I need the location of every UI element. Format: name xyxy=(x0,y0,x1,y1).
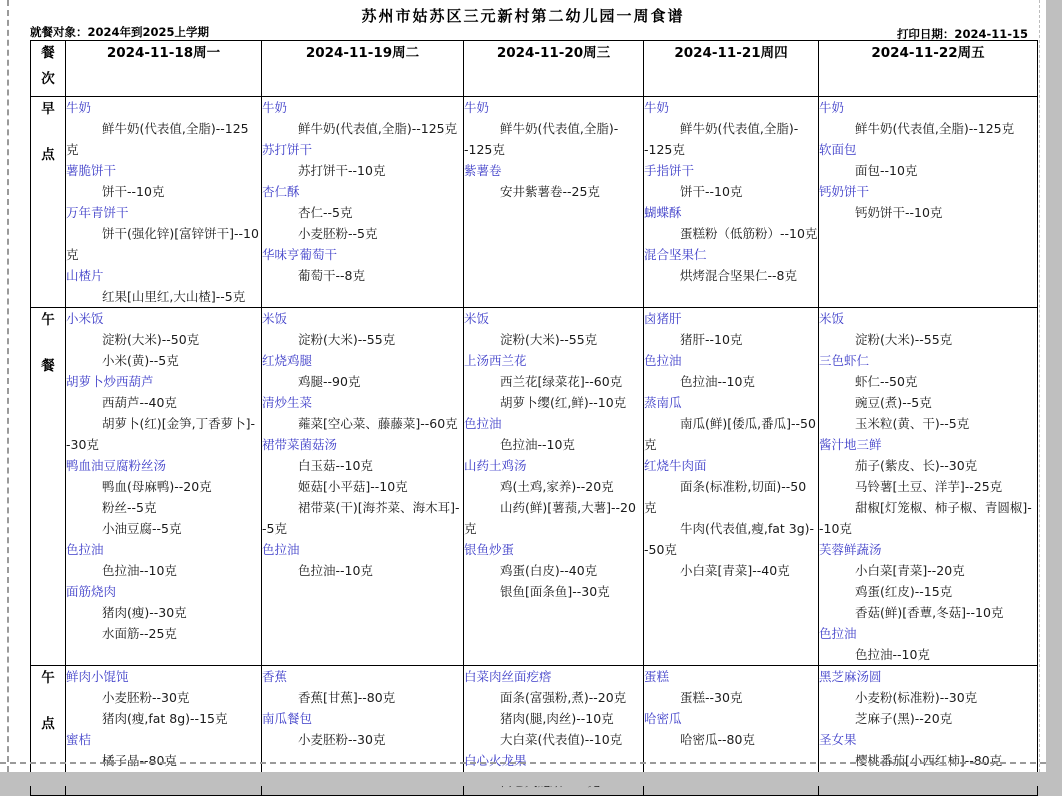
day-header-friday: 2024-11-22周五 xyxy=(819,41,1038,97)
dish-name: 软面包 xyxy=(819,142,857,157)
ingredient: 香菇(鲜)[香蕈,冬菇]--10克 xyxy=(855,605,1004,620)
ingredient: 蛋糕--30克 xyxy=(680,690,743,705)
ingredient: 安井紫薯卷--25克 xyxy=(500,184,600,199)
dish-name: 香蕉 xyxy=(262,669,288,684)
ingredient: 饼干(强化锌)[富锌饼干]--10克 xyxy=(66,226,259,262)
page-break-line-left xyxy=(7,0,9,772)
ingredient: 鸭血(母麻鸭)--20克 xyxy=(102,479,212,494)
ingredient: 饼干--10克 xyxy=(102,184,165,199)
ingredient: 姬菇[小平菇]--10克 xyxy=(298,479,408,494)
dish-name: 胡萝卜炒西葫芦 xyxy=(66,374,154,389)
label-char: 次 xyxy=(41,71,55,87)
ingredient: 粉丝--5克 xyxy=(102,500,157,515)
dish-name: 小米饭 xyxy=(66,311,104,326)
ingredient: 胡萝卜缨(红,鲜)--10克 xyxy=(500,395,627,410)
ingredient: 山药(鲜)[薯蓣,大薯]--20克 xyxy=(464,500,636,536)
ingredient: 牛肉(代表值,瘦,fat 3g)--50克 xyxy=(644,521,815,557)
dish-name: 红烧牛肉面 xyxy=(644,458,707,473)
ingredient: 西兰花[绿菜花]--60克 xyxy=(500,374,623,389)
dish-name: 牛奶 xyxy=(644,100,670,115)
menu-cell xyxy=(262,97,464,308)
menu-cell xyxy=(66,308,262,666)
dish-name: 色拉油 xyxy=(819,626,857,641)
meal-label xyxy=(31,666,65,732)
day-header-wednesday: 2024-11-20周三 xyxy=(464,41,644,97)
ingredient: 马铃薯[土豆、洋芋]--25克 xyxy=(855,479,1003,494)
menu-cell xyxy=(262,308,464,666)
dish-name: 华味亨葡萄干 xyxy=(262,247,338,262)
menu-cell xyxy=(644,308,819,666)
label-char: 餐 xyxy=(41,45,55,61)
dish-name: 手指饼干 xyxy=(644,163,695,178)
dish-name: 圣女果 xyxy=(819,732,857,747)
dish-name: 芙蓉鲜蔬汤 xyxy=(819,542,882,557)
ingredient: 水面筋--25克 xyxy=(102,626,177,641)
dish-name: 白菜肉丝面疙瘩 xyxy=(464,669,552,684)
ingredient: 淀粉(大米)--55克 xyxy=(500,332,598,347)
dish-name: 蛋糕 xyxy=(644,669,670,684)
meal-label-cell xyxy=(31,97,66,308)
ingredient: 鲜牛奶(代表值,全脂)--125克 xyxy=(855,121,1015,136)
ingredient: 色拉油--10克 xyxy=(500,437,575,452)
ingredient: 橘子晶--80克 xyxy=(102,753,177,768)
ingredient: 虾仁--50克 xyxy=(855,374,918,389)
dish-name: 山药土鸡汤 xyxy=(464,458,527,473)
dish-name: 清炒生菜 xyxy=(262,395,313,410)
weekly-menu-table xyxy=(30,40,1038,796)
ingredient: 鲜牛奶(代表值,全脂)--125克 xyxy=(66,121,249,157)
ingredient: 小白菜[青菜]--20克 xyxy=(855,563,965,578)
ingredient: 猪肉(腿,肉丝)--10克 xyxy=(500,711,614,726)
print-date-label: 打印日期：2024-11-15 xyxy=(896,27,1028,41)
ingredient: 杏仁--5克 xyxy=(298,205,353,220)
menu-cell xyxy=(819,97,1038,308)
menu-cell xyxy=(66,97,262,308)
dish-name: 色拉油 xyxy=(464,416,502,431)
label-char: 点 xyxy=(41,716,55,732)
ingredient: 淀粉(大米)--55克 xyxy=(298,332,396,347)
day-header-monday: 2024-11-18周一 xyxy=(66,41,262,97)
label-char: 午 xyxy=(41,670,55,686)
ingredient: 樱桃番茄[小西红柿]--80克 xyxy=(855,753,1003,768)
menu-cell xyxy=(644,97,819,308)
ingredient: 小麦胚粉--30克 xyxy=(102,690,190,705)
ingredient: 饼干--10克 xyxy=(680,184,743,199)
ingredient: 鸡蛋(红皮)--15克 xyxy=(855,584,953,599)
dish-name: 米饭 xyxy=(819,311,845,326)
ingredient: 猪肝--10克 xyxy=(680,332,743,347)
ingredient: 胡萝卜(红)[金笋,丁香萝卜]--30克 xyxy=(66,416,255,452)
dish-name: 裙带菜菌菇汤 xyxy=(262,437,338,452)
ingredient: 色拉油--10克 xyxy=(855,647,930,662)
dish-name: 薯脆饼干 xyxy=(66,163,117,178)
ingredient: 鲜牛奶(代表值,全脂)--125克 xyxy=(464,121,619,157)
ingredient: 茄子(紫皮、长)--30克 xyxy=(855,458,978,473)
dish-name: 鲜肉小馄饨 xyxy=(66,669,129,684)
dish-name: 米饭 xyxy=(262,311,288,326)
dish-name: 哈密瓜 xyxy=(644,711,682,726)
dish-name: 牛奶 xyxy=(819,100,845,115)
dish-name: 牛奶 xyxy=(262,100,288,115)
ingredient: 南瓜(鲜)[倭瓜,番瓜]--50克 xyxy=(644,416,816,452)
ingredient: 色拉油--10克 xyxy=(680,374,755,389)
dish-name: 蝴蝶酥 xyxy=(644,205,682,220)
meal-label-cell xyxy=(31,308,66,666)
ingredient: 色拉油--10克 xyxy=(298,563,373,578)
ingredient: 淀粉(大米)--50克 xyxy=(102,332,200,347)
dish-name: 牛奶 xyxy=(464,100,490,115)
day-header-tuesday: 2024-11-19周二 xyxy=(262,41,464,97)
meal-label xyxy=(31,308,65,374)
menu-cell xyxy=(464,97,644,308)
ingredient: 小米(黄)--5克 xyxy=(102,353,179,368)
dish-name: 上汤西兰花 xyxy=(464,353,527,368)
ingredient: 猪肉(瘦)--30克 xyxy=(102,605,187,620)
ingredient: 猪肉(瘦,fat 8g)--15克 xyxy=(102,711,228,726)
dish-name: 苏打饼干 xyxy=(262,142,313,157)
ingredient: 葡萄干--8克 xyxy=(298,268,365,283)
ingredient: 小油豆腐--5克 xyxy=(102,521,182,536)
ingredient: 银鱼[面条鱼]--30克 xyxy=(500,584,610,599)
dish-name: 黑芝麻汤圆 xyxy=(819,669,882,684)
ingredient: 鸡(土鸡,家养)--20克 xyxy=(500,479,614,494)
canvas-gutter-bottom xyxy=(0,772,1062,786)
dish-name: 山楂片 xyxy=(66,268,104,283)
dish-name: 蒸南瓜 xyxy=(644,395,682,410)
dish-name: 南瓜餐包 xyxy=(262,711,313,726)
ingredient: 蛋糕粉（低筋粉）--10克 xyxy=(680,226,818,241)
day-header-thursday: 2024-11-21周四 xyxy=(644,41,819,97)
ingredient: 鸡腿--90克 xyxy=(298,374,361,389)
ingredient: 色拉油--10克 xyxy=(102,563,177,578)
ingredient: 蕹菜[空心菜、藤藤菜]--60克 xyxy=(298,416,458,431)
dish-name: 卤猪肝 xyxy=(644,311,682,326)
label-char: 午 xyxy=(41,312,55,328)
dish-name: 鸭血油豆腐粉丝汤 xyxy=(66,458,167,473)
ingredient: 鸡蛋(白皮)--40克 xyxy=(500,563,598,578)
ingredient: 小白菜[青菜]--40克 xyxy=(680,563,790,578)
label-char: 点 xyxy=(41,147,55,163)
dish-name: 混合坚果仁 xyxy=(644,247,707,262)
dish-name: 红烧鸡腿 xyxy=(262,353,313,368)
dish-name: 银鱼炒蛋 xyxy=(464,542,515,557)
ingredient: 西葫芦--40克 xyxy=(102,395,177,410)
dish-name: 牛奶 xyxy=(66,100,92,115)
dish-name: 米饭 xyxy=(464,311,490,326)
menu-cell xyxy=(464,308,644,666)
page-break-line-right xyxy=(1039,0,1040,772)
ingredient: 淀粉(大米)--55克 xyxy=(855,332,953,347)
ingredient: 烘烤混合坚果仁--8克 xyxy=(680,268,797,283)
ingredient: 钙奶饼干--10克 xyxy=(855,205,943,220)
menu-cell xyxy=(819,308,1038,666)
ingredient: 苏打饼干--10克 xyxy=(298,163,386,178)
dish-name: 面筋烧肉 xyxy=(66,584,117,599)
canvas-gutter-right xyxy=(1046,0,1062,786)
dish-name: 万年青饼干 xyxy=(66,205,129,220)
ingredient: 小麦胚粉--30克 xyxy=(298,732,386,747)
meal-row xyxy=(31,97,1038,308)
meal-label xyxy=(31,97,65,163)
ingredient: 豌豆(煮)--5克 xyxy=(855,395,932,410)
ingredient: 小麦胚粉--5克 xyxy=(298,226,378,241)
ingredient: 香蕉[甘蕉]--80克 xyxy=(298,690,396,705)
ingredient: 甜椒[灯笼椒、柿子椒、青圆椒]--10克 xyxy=(819,500,1032,536)
ingredient: 哈密瓜--80克 xyxy=(680,732,755,747)
dish-name: 酱汁地三鲜 xyxy=(819,437,882,452)
label-char: 餐 xyxy=(41,358,55,374)
page-title: 苏州市姑苏区三元新村第二幼儿园一周食谱 xyxy=(361,7,685,25)
corner-header-label xyxy=(31,41,65,87)
ingredient: 面包--10克 xyxy=(855,163,918,178)
ingredient: 大白菜(代表值)--10克 xyxy=(500,732,623,747)
dish-name: 色拉油 xyxy=(66,542,104,557)
ingredient: 面条(富强粉,煮)--20克 xyxy=(500,690,627,705)
ingredient: 鲜牛奶(代表值,全脂)--125克 xyxy=(298,121,458,136)
diners-label: 就餐对象：2024年到2025上学期 xyxy=(30,25,210,39)
dish-name: 杏仁酥 xyxy=(262,184,300,199)
ingredient: 玉米粒(黄、干)--5克 xyxy=(855,416,970,431)
table-header-row xyxy=(31,41,1038,97)
dish-name: 钙奶饼干 xyxy=(819,184,870,199)
ingredient: 小麦粉(标准粉)--30克 xyxy=(855,690,978,705)
dish-name: 三色虾仁 xyxy=(819,353,870,368)
ingredient: 红果[山里红,大山楂]--5克 xyxy=(102,289,246,304)
ingredient: 芝麻子(黑)--20克 xyxy=(855,711,953,726)
dish-name: 蜜桔 xyxy=(66,732,92,747)
label-char: 早 xyxy=(41,101,55,117)
dish-name: 紫薯卷 xyxy=(464,163,502,178)
dish-name: 色拉油 xyxy=(644,353,682,368)
ingredient: 白玉菇--10克 xyxy=(298,458,373,473)
ingredient: 鲜牛奶(代表值,全脂)--125克 xyxy=(644,121,799,157)
meal-row xyxy=(31,308,1038,666)
page-break-line-bottom xyxy=(0,762,1046,764)
dish-name: 白心火龙果 xyxy=(464,753,527,768)
dish-name: 色拉油 xyxy=(262,542,300,557)
ingredient: 面条(标准粉,切面)--50克 xyxy=(644,479,807,515)
ingredient: 裙带菜(干)[海芥菜、海木耳]--5克 xyxy=(262,500,460,536)
corner-header-meal-times xyxy=(31,41,66,97)
